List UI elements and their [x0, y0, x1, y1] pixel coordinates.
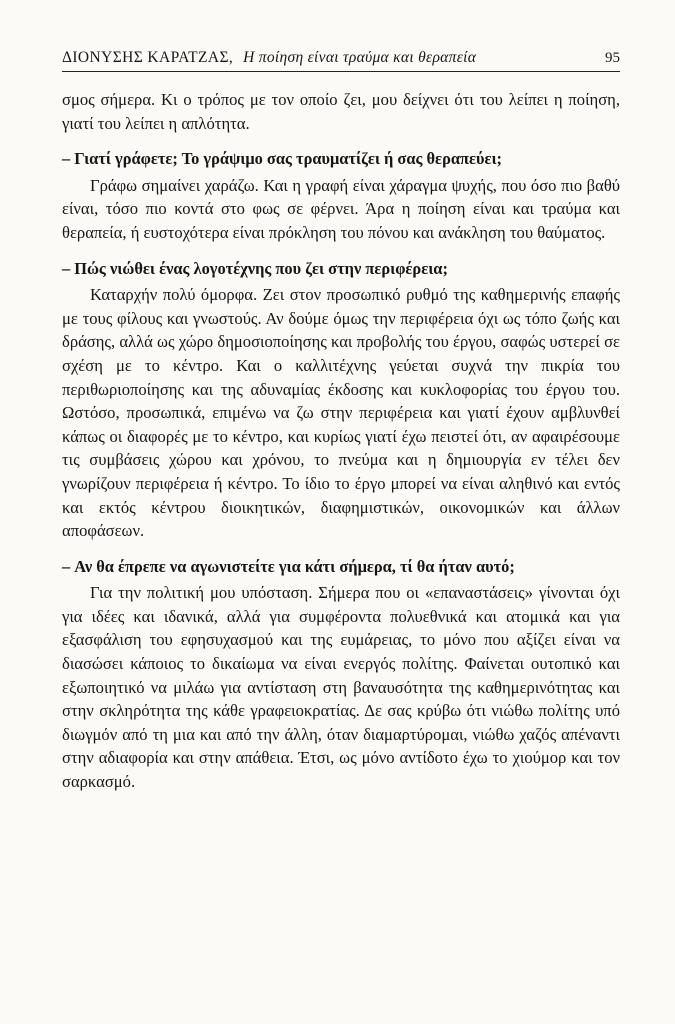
- answer-paragraph: Καταρχήν πολύ όμορφα. Ζει στον προσωπικό ρυθμό της καθημερινής επαφής με τους φίλους και γνωστούς. Αν δούμε όμως την περιφέρεια όχι ως τόπο ζωής και δράσης, αλλά ως χώρο δημοσιοποίησης και προβολής του έργου, σαφώς υστερεί σε σχέση με το κέντρο. Και ο καλλιτέχνης γεύεται συχνά την πικρία του περιθωριοποίησης και της αδυναμίας έκδοσης και κυκλοφορίας του έργου του. Ωστόσο, προσωπικά, επιμένω να ζω στην περιφέρεια και γιατί έχουν αμβλυνθεί κάπως οι διαφορές με το κέντρο, και κυρίως γιατί έχω πειστεί ότι, αν αφαιρέσουμε τις συμβάσεις χώρου και χρόνου, το πνεύμα και η δημιουργία εν τέλει δεν γνωρίζουν περιφέρεια ή κέντρο. Το ίδιο το έργο μπορεί να είναι αληθινό και εντός και εκτός κέντρου διοικητικών, διαφημιστικών, οικονομικών και άλλων αποφάσεων.: [62, 285, 620, 541]
- body-text: [62, 88, 620, 794]
- question-text: Γιατί γράφετε; Το γράψιμο σας τραυματίζει ή σας θεραπεύει;: [74, 149, 503, 169]
- question-dash: –: [62, 258, 71, 278]
- question-dash: –: [62, 149, 71, 169]
- question-dash: –: [62, 556, 71, 576]
- answer-paragraph: Γράφω σημαίνει χαράζω. Και η γραφή είναι χάραγμα ψυχής, που όσο πιο βαθύ είναι, τόσο πιο κοντά στο φως σε φέρνει. Άρα η ποίηση είναι και τραύμα και θεραπεία, ή ευστοχότερα είναι πρόκληση του πόνου και ανάκληση του θαύματος.: [62, 175, 620, 242]
- answer-paragraph: Για την πολιτική μου υπόσταση. Σήμερα που οι «επαναστάσεις» γίνονται όχι για ιδέες και ιδανικά, αλλά για συμφέροντα πολυεθνικά και ατομικά και για εξασφάλιση του εφησυχασμού και της ευμάρειας, το μόνο που αξίζει είναι να διασώσει κάποιος το δικαίωμα να είναι ενεργός πολίτης. Φαίνεται ουτοπικό και εξωπoιητικό να μιλάω για αντίσταση στη βαναυσότητα της καθημερινότητας και στην σκληρότητα της κάθε γραφειοκρατίας. Δε σας κρύβω ότι νιώθω πολίτης υπό διωγμόν από τη μια και από την άλλη, όταν διαμαρτύρομαι, νιώθω χαζός απέναντι στην αδιαφορία και στην απάθεια. Έτσι, ως μόνο αντίδοτο έχω το χιούμορ και τον σαρκασμό.: [62, 583, 620, 792]
- question-text: Πώς νιώθει ένας λογοτέχνης που ζει στην περιφέρεια;: [74, 258, 448, 278]
- question-heading: [62, 555, 620, 579]
- page-number: 95: [605, 50, 620, 66]
- header-author: ΔΙΟΝΥΣΗΣ ΚΑΡΑΤΖΑΣ,: [62, 49, 234, 66]
- opening-paragraph: σμος σήμερα. Κι ο τρόπος με τον οποίο ζει, μου δείχνει ότι του λείπει η ποίηση, γιατί του λείπει η απλότητα.: [62, 90, 620, 133]
- running-header: [62, 48, 620, 72]
- question-heading: [62, 147, 620, 171]
- book-page: [62, 48, 620, 794]
- question-heading: [62, 257, 620, 281]
- question-text: Αν θα έπρεπε να αγωνιστείτε για κάτι σήμερα, τί θα ήταν αυτό;: [74, 556, 515, 576]
- header-title: Η ποίηση είναι τραύμα και θεραπεία: [243, 49, 477, 66]
